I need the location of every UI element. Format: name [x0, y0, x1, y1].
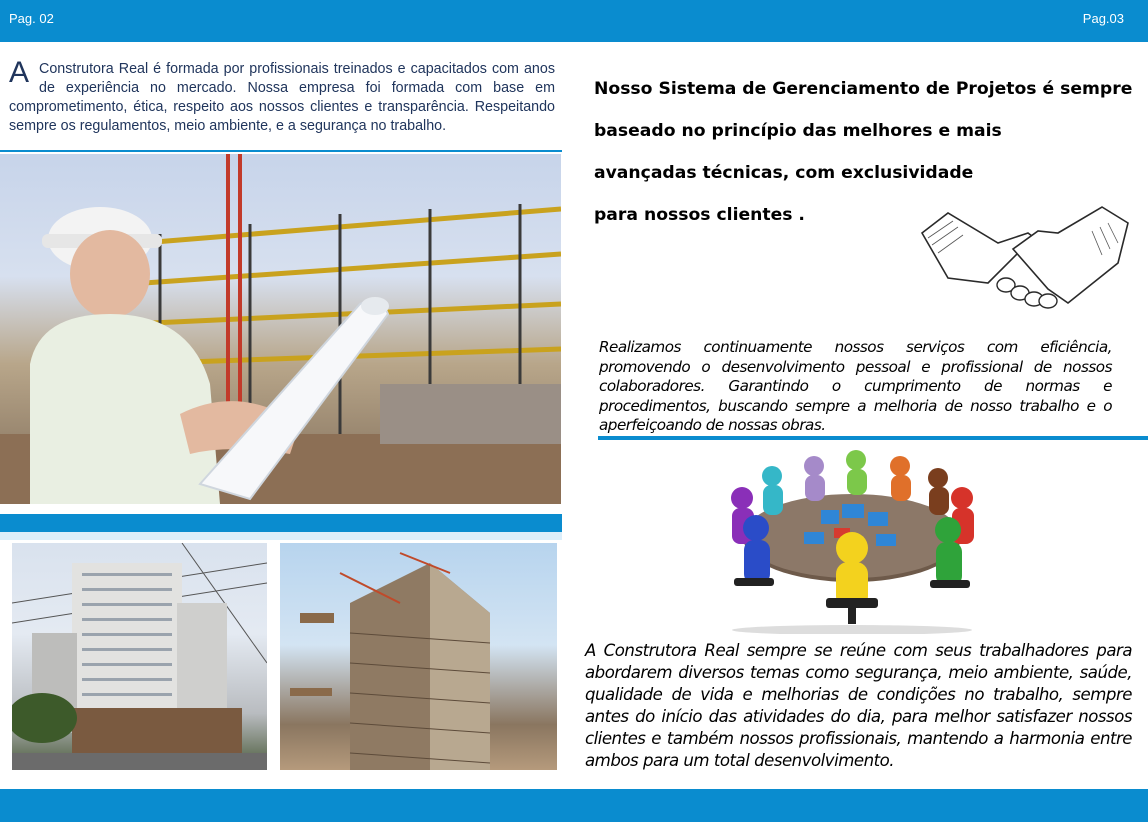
headline-line-2: baseado no princípio das melhores e mais [594, 121, 1002, 141]
left-page-number: Pag. 02 [9, 11, 54, 26]
intro-dropcap: A [9, 56, 30, 89]
tower-construction-photo [280, 543, 557, 770]
middle-blue-band [0, 514, 562, 532]
services-paragraph: Realizamos continuamente nossos serviços com eficiência, promovendo o desenvolvimento pessoal e profissional de nossos colaboradores. Garantindo o cumprimento de normas e procedimentos, buscando sempre a melhoria de nosso trabalho e o aperfeiçoando de nossas obras. [599, 338, 1112, 435]
right-page-number: Pag.03 [1082, 11, 1124, 26]
intro-divider [0, 150, 562, 152]
headline-line-1: Nosso Sistema de Gerenciamento de Projetos é sempre [594, 79, 1133, 99]
top-header-bar [0, 0, 1148, 42]
handshake-icon [918, 193, 1132, 311]
apartment-building-photo [12, 543, 267, 770]
intro-text: Construtora Real é formada por profissionais treinados e capacitados com anos de experiência no mercado. Nossa empresa foi formada com base em comprometimento, ética, respeito aos nossos clientes e transparência. Respeitando sempre os regulamentos, meio ambiente, e a segurança no trabalho. [9, 61, 555, 134]
bottom-footer-bar [0, 789, 1148, 822]
right-divider [598, 436, 1148, 440]
headline-line-3: avançadas técnicas, com exclusividade [594, 163, 974, 183]
meeting-table-icon [716, 448, 988, 634]
meeting-paragraph: A Construtora Real sempre se reúne com seus trabalhadores para abordarem diversos temas como segurança, meio ambiente, saúde, qualidade de vida e melhorias de condições no trabalho, sempre antes do início das atividades do dia, para melhor satisfazer nossos clientes e também nossos profissionais, mantendo a harmonia entre ambos para um total desenvolvimento. [585, 641, 1132, 770]
headline-line-4: para nossos clientes . [594, 205, 805, 225]
engineer-construction-photo [0, 154, 561, 504]
middle-light-band [0, 532, 562, 540]
intro-paragraph [9, 56, 555, 136]
